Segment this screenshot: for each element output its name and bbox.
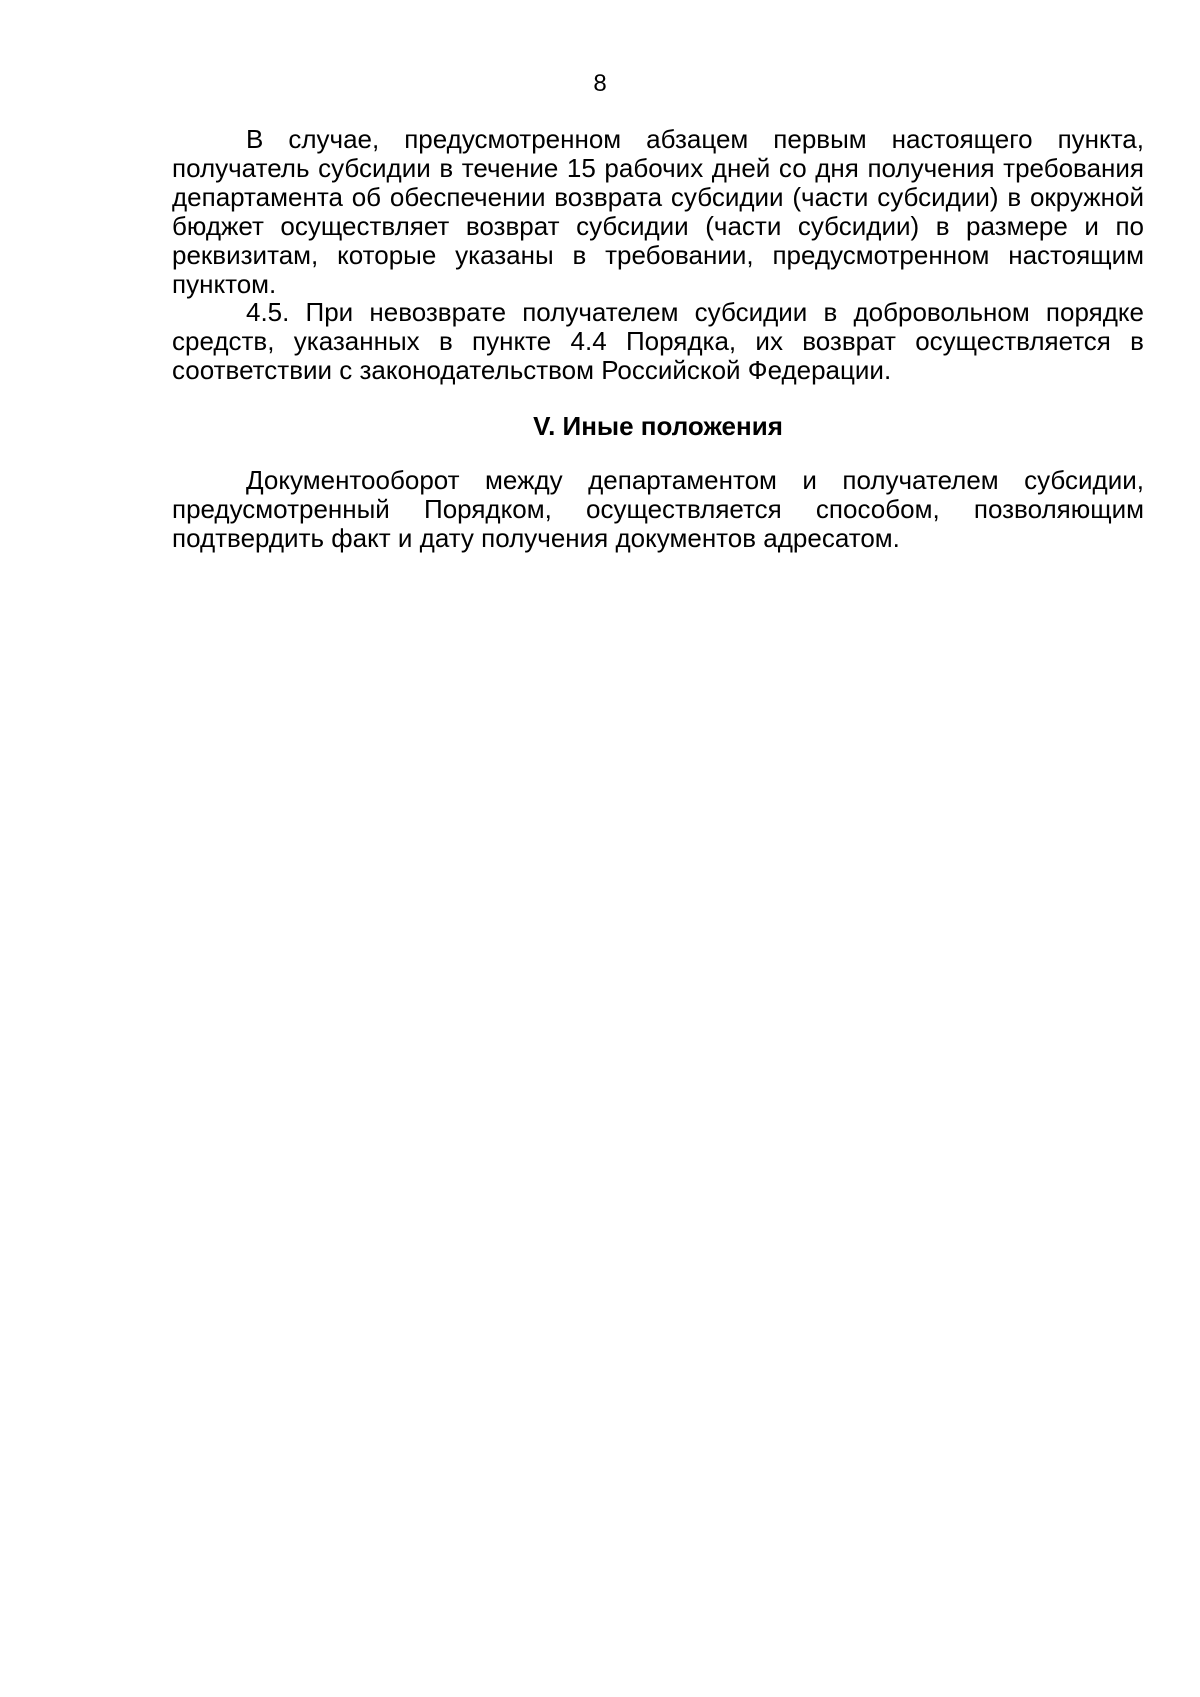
paragraph-document-flow: Документооборот между департаментом и получателем субсидии, предусмотренный Порядком, осуществляется способом, позволяющим подтвердить факт и дату получения документов адресатом.: [172, 465, 1144, 553]
section-heading: V. Иные положения: [533, 411, 783, 442]
page-number: 8: [593, 70, 607, 97]
document-body: [172, 125, 1144, 553]
paragraph-4-5: 4.5. При невозврате получателем субсидии в добровольном порядке средств, указанных в пункте 4.4 Порядка, их возврат осуществляется в соответствии с законодательством Российской Федерации.: [172, 297, 1144, 386]
paragraph-refund-procedure: В случае, предусмотренном абзацем первым настоящего пункта, получатель субсидии в течение 15 рабочих дней со дня получения требования департамента об обеспечении возврата субсидии (части субсидии) в окружной бюджет осуществляет возврат субсидии (части субсидии) в размере и по реквизитам, которые указаны в требовании, предусмотренном настоящим пунктом.: [172, 124, 1144, 299]
